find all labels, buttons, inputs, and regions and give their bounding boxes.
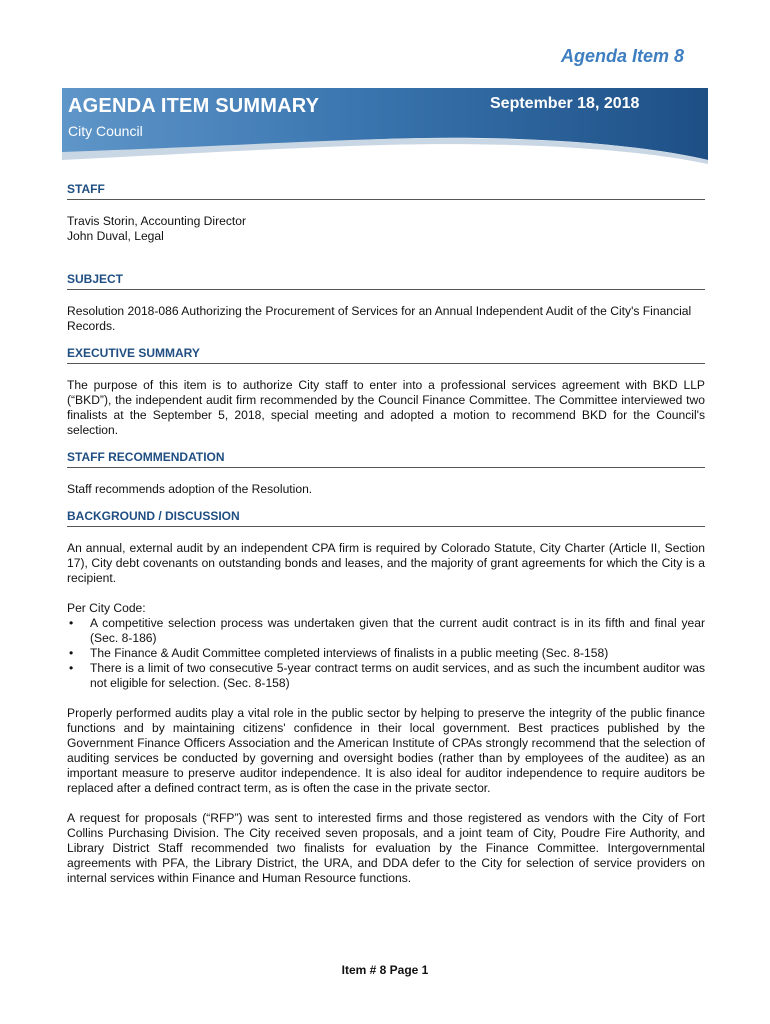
agenda-banner (62, 88, 708, 164)
staff-member: Travis Storin, Accounting Director (67, 214, 247, 228)
background-heading: BACKGROUND / DISCUSSION (67, 509, 705, 527)
city-code-list (67, 616, 705, 691)
list-item (67, 646, 705, 661)
bullet-glyph: • (69, 616, 74, 630)
list-item-text: A competitive selection process was undertaken given that the current audit contract is in its fifth and final year (Sec. 8-186) (90, 616, 705, 645)
executive-summary-text: The purpose of this item is to authorize City staff to enter into a professional services agreement with BKD LLP (“BKD”), the independent audit firm recommended by the Council Finance Committee. The Committee interviewed two finalists at the September 5, 2018, special meeting and adopted a motion to recommend BKD for the Council's selection. (67, 378, 705, 437)
bullet-glyph: • (69, 661, 74, 675)
background-paragraph: An annual, external audit by an independent CPA firm is required by Colorado Statute, City Charter (Article II, Section 17), City debt covenants on outstanding bonds and leases, and the majority of grant agreements for which the City is a recipient. (67, 541, 705, 585)
background-paragraph: A request for proposals (“RFP”) was sent to interested firms and those registered as vendors with the City of Fort Collins Purchasing Division. The City received seven proposals, and a joint team of City, Poudre Fire Authority, and Library District Staff recommended two finalists for evaluation by the Finance Committee. Intergovernmental agreements with PFA, the Library District, the URA, and DDA defer to the City for selection of service providers on internal services within Finance and Human Resource functions. (67, 811, 705, 885)
list-item-text: The Finance & Audit Committee completed interviews of finalists in a public meeting (Sec. 8-158) (90, 646, 609, 660)
agenda-item-label: Agenda Item 8 (560, 46, 684, 66)
list-item (67, 616, 705, 646)
banner-subtitle: City Council (68, 123, 143, 139)
city-code-label: Per City Code: (67, 601, 146, 615)
staff-recommendation-text: Staff recommends adoption of the Resolution. (67, 482, 313, 496)
staff-recommendation-heading: STAFF RECOMMENDATION (67, 450, 705, 468)
bullet-glyph: • (69, 646, 74, 660)
page-footer: Item # 8 Page 1 (341, 963, 429, 977)
banner-title: AGENDA ITEM SUMMARY (68, 95, 320, 117)
background-paragraph: Properly performed audits play a vital role in the public sector by helping to preserve the integrity of the public finance functions and by maintaining citizens' confidence in their local government. Best practices published by the Government Finance Officers Association and the American Institute of CPAs strongly recommend that the selection of auditing services be conducted by governing and oversight bodies (rather than by employees of the auditee) as an important measure to preserve auditor independence. It is also ideal for auditor independence to require auditors be replaced after a defined contract term, as is often the case in the private sector. (67, 706, 705, 795)
list-item (67, 661, 705, 691)
staff-member: John Duval, Legal (67, 229, 164, 243)
document-body (67, 182, 705, 901)
banner-date: September 18, 2018 (490, 95, 640, 112)
subject-heading: SUBJECT (67, 272, 705, 290)
subject-text: Resolution 2018-086 Authorizing the Procurement of Services for an Annual Independent Audit of the City's Financial Records. (67, 304, 692, 333)
staff-list (67, 214, 705, 244)
staff-heading: STAFF (67, 182, 705, 200)
list-item-text: There is a limit of two consecutive 5-year contract terms on audit services, and as such the incumbent auditor was not eligible for selection. (Sec. 8-158) (90, 661, 705, 690)
executive-summary-heading: EXECUTIVE SUMMARY (67, 346, 705, 364)
